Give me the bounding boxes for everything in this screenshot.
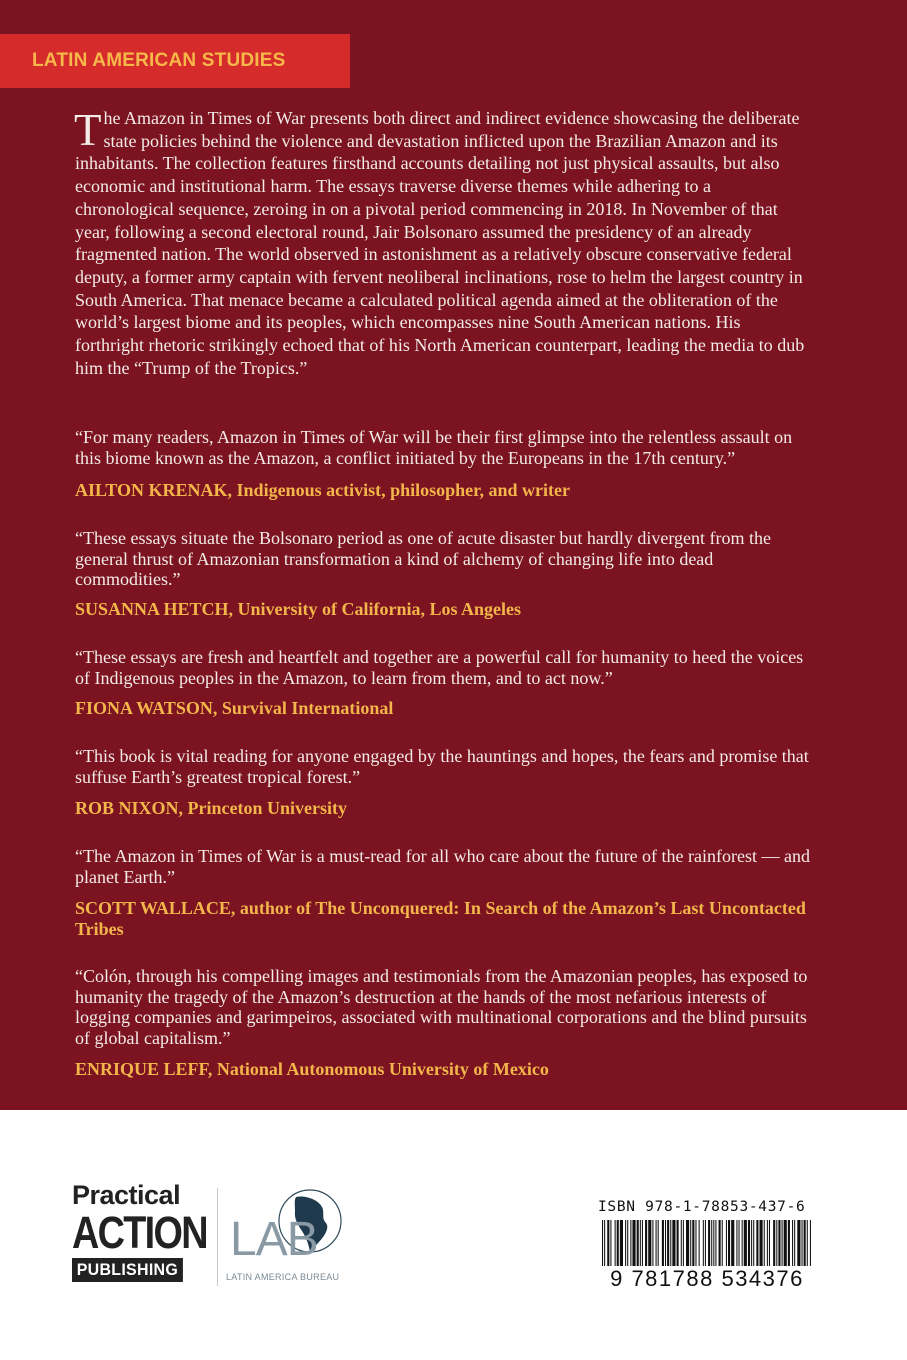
lab-logo-icon — [226, 1185, 366, 1285]
drop-cap: T — [74, 105, 102, 155]
endorsement-quote-4: “This book is vital reading for anyone engaged by the hauntings and hopes, the fears and promise that suffuse Earth’s greatest tropical forest.” — [75, 746, 809, 787]
publisher-line-publishing: PUBLISHING — [72, 1258, 183, 1282]
endorsement-attribution-2: SUSANNA HETCH, University of California, Los Angeles — [75, 599, 522, 619]
endorsement-quote-6: “Colón, through his compelling images and testimonials from the Amazonian peoples, has exposed to humanity the tragedy of the Amazon’s destruction at the hands of the most nefarious interests of logging companies and garimpeiros, associated with multinational corporations and the blind pursuits of global capitalism.” — [75, 966, 808, 1048]
publisher-line-practical: Practical — [72, 1180, 181, 1210]
endorsement-attribution-4: ROB NIXON, Princeton University — [75, 798, 347, 818]
logo-divider — [217, 1188, 218, 1286]
endorsement-attribution-3: FIONA WATSON, Survival International — [75, 698, 394, 718]
publisher-line-action: ACTION — [72, 1207, 207, 1258]
series-label: LATIN AMERICAN STUDIES — [32, 50, 286, 71]
endorsement-quote-1: “For many readers, Amazon in Times of War will be their first glimpse into the relentless assault on this biome known as the Amazon, a conflict initiated by the Europeans in the 17th century.” — [75, 427, 793, 468]
endorsement-quote-3: “These essays are fresh and heartfelt and together are a powerful call for humanity to heed the voices of Indigenous peoples in the Amazon, to learn from them, and to act now.” — [75, 647, 804, 688]
lab-caption: LATIN AMERICA BUREAU — [226, 1272, 340, 1282]
isbn-label: ISBN 978-1-78853-437-6 — [598, 1199, 806, 1215]
practical-action-publishing-logo — [72, 1180, 207, 1282]
endorsement-attribution-6: ENRIQUE LEFF, National Autonomous University of Mexico — [75, 1059, 549, 1079]
endorsement-quote-5: “The Amazon in Times of War is a must-read for all who care about the future of the rainforest — and planet Earth.” — [75, 846, 811, 887]
endorsement-quote-2: “These essays situate the Bolsonaro period as one of acute disaster but hardly divergent from the general thrust of Amazonian transformation a kind of alchemy of changing life into dead commodities.” — [75, 528, 771, 590]
blurb-text: he Amazon in Times of War presents both direct and indirect evidence showcasing the deliberate state policies behind the violence and devastation inflicted upon the Brazilian Amazon and its inhabitants. The collection features firsthand accounts detailing not just physical assaults, but also economic and institutional harm. The essays traverse diverse themes while adhering to a chronological sequence, zeroing in on a pivotal period commencing in 2018. In November of that year, following a second electoral round, Jair Bolsonaro assumed the presidency of an already fragmented nation. The world observed in astonishment as a relatively obscure conservative federal deputy, a former army captain with fervent neoliberal inclinations, rose to helm the largest country in South America. That menace became a calculated political agenda aimed at the obliteration of the world’s largest biome and its peoples, which encompasses nine South American nations. His forthright rhetoric strikingly echoed that of his North American counterpart, leading the media to dub him the “Trump of the Tropics.” — [75, 108, 805, 378]
endorsement-attribution-5: SCOTT WALLACE, author of The Unconquered: In Search of the Amazon’s Last Uncontacted Tribes — [75, 898, 806, 939]
barcode-digits: 9 781788 534376 — [598, 1266, 816, 1292]
endorsement-attribution-1: AILTON KRENAK, Indigenous activist, philosopher, and writer — [75, 480, 570, 500]
blurb-paragraph — [75, 107, 810, 379]
lab-wordmark: LAB — [230, 1213, 318, 1266]
